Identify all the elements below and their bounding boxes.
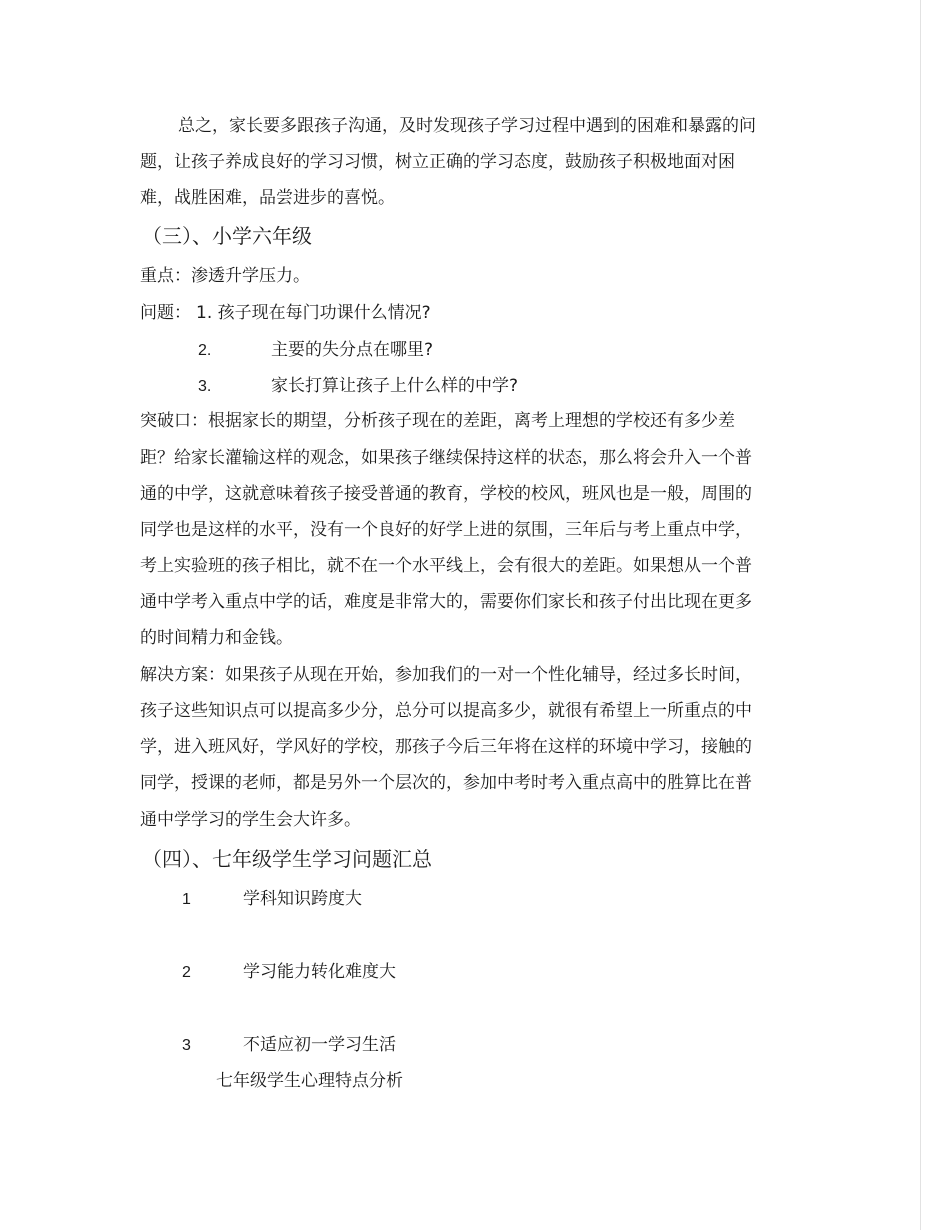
questions-label: 问题：	[140, 303, 191, 323]
breakthrough-line-1: 突破口：根据家长的期望，分析孩子现在的差距，离考上理想的学校还有多少差	[140, 411, 735, 431]
section3-focus: 重点：渗透升学压力。	[140, 266, 310, 286]
breakthrough-line-6: 通中学考入重点中学的话，难度是非常大的，需要你们家长和孩子付出比现在更多	[140, 592, 752, 612]
question-2-text: 主要的失分点在哪里?	[271, 340, 434, 360]
breakthrough-line-3: 通的中学，这就意味着孩子接受普通的教育，学校的校风，班风也是一般，周围的	[140, 484, 752, 504]
solution-line-5: 通中学学习的学生会大许多。	[140, 810, 361, 830]
solution-line-3: 学，进入班风好，学风好的学校，那孩子今后三年将在这样的环境中学习，接触的	[140, 737, 752, 757]
question-3-text: 家长打算让孩子上什么样的中学?	[271, 376, 519, 396]
question-3-number: 3.	[198, 378, 212, 395]
section3-heading: （三）、小学六年级	[142, 224, 312, 248]
question-1: 1. 孩子现在每门功课什么情况?	[196, 303, 431, 323]
page-edge-divider	[920, 0, 921, 1230]
intro-line-1: 总之，家长要多跟孩子沟通，及时发现孩子学习过程中遇到的困难和暴露的问	[178, 116, 756, 136]
problem-1-text: 学科知识跨度大	[243, 889, 362, 909]
problem-3-text: 不适应初一学习生活	[243, 1035, 396, 1055]
breakthrough-line-4: 同学也是这样的水平，没有一个良好的好学上进的氛围，三年后与考上重点中学，	[140, 520, 752, 540]
breakthrough-line-5: 考上实验班的孩子相比，就不在一个水平线上，会有很大的差距。如果想从一个普	[140, 556, 752, 576]
problem-2-text: 学习能力转化难度大	[243, 962, 396, 982]
breakthrough-line-7: 的时间精力和金钱。	[140, 628, 293, 648]
breakthrough-line-2: 距？给家长灌输这样的观念，如果孩子继续保持这样的状态，那么将会升入一个普	[140, 448, 752, 468]
intro-line-2: 题，让孩子养成良好的学习习惯，树立正确的学习态度，鼓励孩子积极地面对困	[140, 152, 735, 172]
solution-line-4: 同学，授课的老师，都是另外一个层次的，参加中考时考入重点高中的胜算比在普	[140, 773, 752, 793]
section4-subheading: 七年级学生心理特点分析	[216, 1071, 403, 1091]
problem-3-number: 3	[182, 1037, 191, 1054]
problem-2-number: 2	[182, 964, 191, 981]
problem-1-number: 1	[182, 891, 191, 908]
section4-heading: （四）、七年级学生学习问题汇总	[142, 847, 432, 871]
intro-line-3: 难，战胜困难，品尝进步的喜悦。	[140, 188, 395, 208]
question-2-number: 2.	[198, 342, 212, 359]
solution-line-2: 孩子这些知识点可以提高多少分，总分可以提高多少，就很有希望上一所重点的中	[140, 701, 752, 721]
solution-line-1: 解决方案：如果孩子从现在开始，参加我们的一对一个性化辅导，经过多长时间，	[140, 665, 752, 685]
